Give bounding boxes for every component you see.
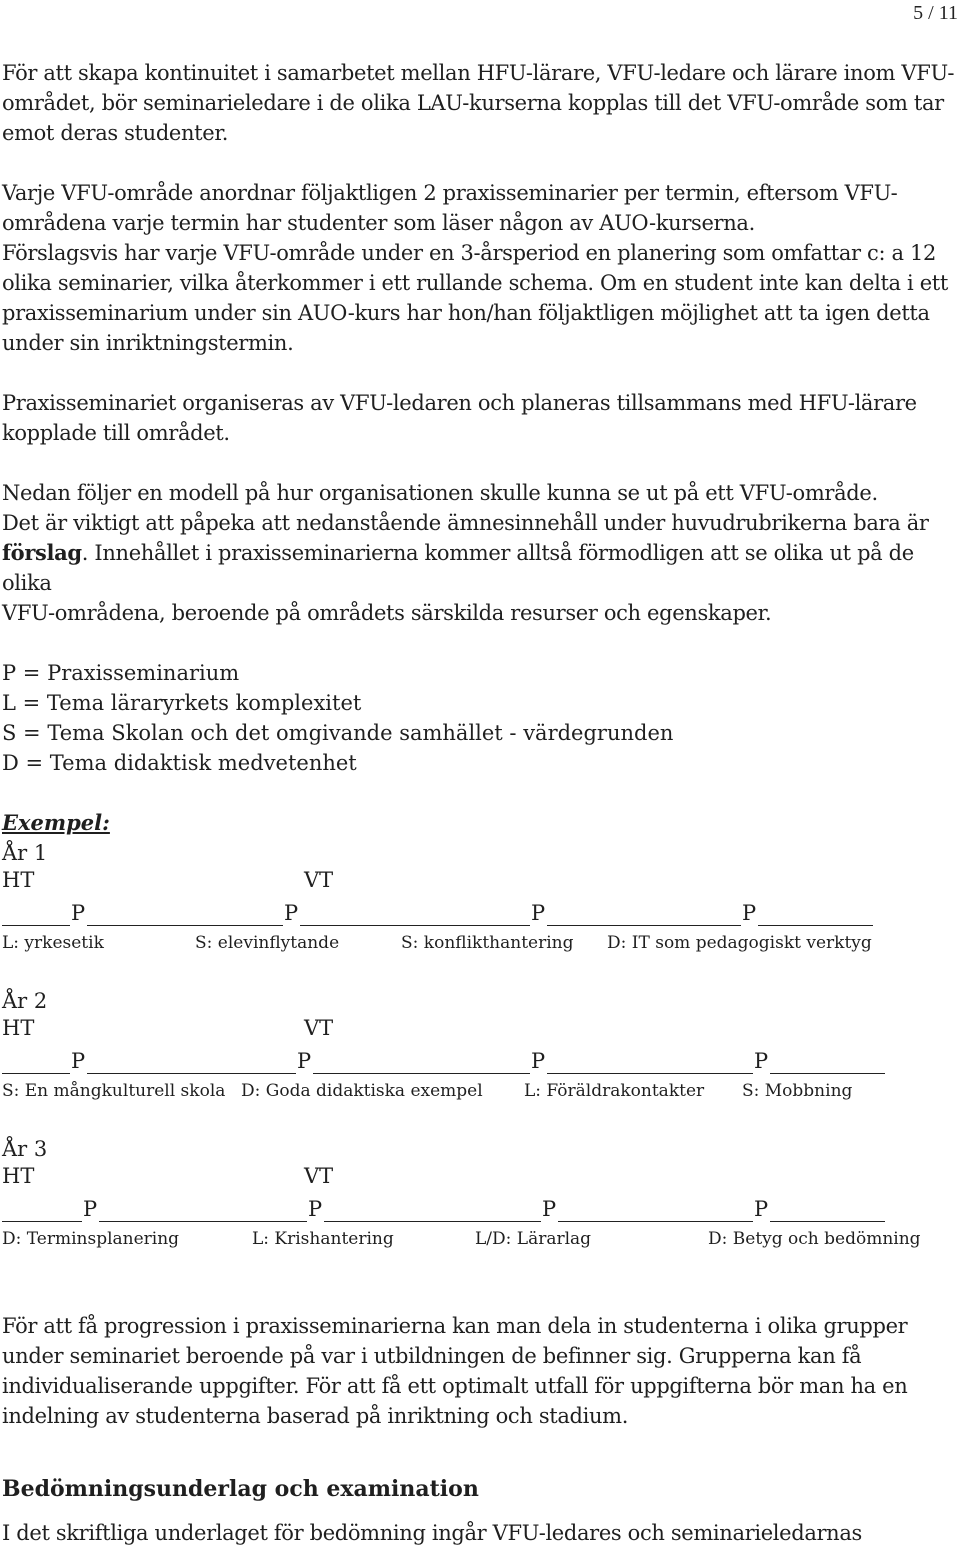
topic-label: S: En mångkulturell skola xyxy=(2,1081,226,1101)
text-line: individualiserande uppgifter. För att få ett optimalt utfall för uppgifterna bör man ha en xyxy=(2,1374,908,1398)
term-ht: HT xyxy=(2,868,35,892)
timeline-segment xyxy=(313,1073,530,1074)
seminar-marker: P xyxy=(71,1049,86,1073)
text-line: Nedan följer en modell på hur organisationen skulle kunna se ut på ett VFU-område. xyxy=(2,481,878,505)
timeline-segment xyxy=(324,1221,541,1222)
legend-item: S = Tema Skolan och det omgivande samhället - värdegrunden xyxy=(2,721,674,745)
text-line: kopplade till området. xyxy=(2,421,230,445)
timeline-segment xyxy=(2,1073,70,1074)
timeline-segment xyxy=(300,925,530,926)
legend xyxy=(2,658,957,778)
seminar-timeline xyxy=(2,1046,957,1076)
text-line: under seminariet beroende på var i utbildningen de befinner sig. Grupperna kan få xyxy=(2,1344,862,1368)
year-block xyxy=(2,1134,957,1254)
timeline-segment xyxy=(758,925,873,926)
text-line: olika seminarier, vilka återkommer i ett rullande schema. Om en student inte kan delta i ett xyxy=(2,271,948,295)
timeline-segment xyxy=(547,1073,753,1074)
example-heading: Exempel: xyxy=(2,810,110,835)
seminar-marker: P xyxy=(531,901,546,925)
document-body xyxy=(2,58,957,1548)
year-title: År 1 xyxy=(2,841,48,865)
timeline-segment xyxy=(87,925,283,926)
seminar-marker: P xyxy=(297,1049,312,1073)
legend-item: P = Praxisseminarium xyxy=(2,661,240,685)
topic-label: S: elevinflytande xyxy=(195,933,340,953)
year-block xyxy=(2,838,957,958)
topic-label: D: Betyg och bedömning xyxy=(708,1229,921,1249)
seminar-topics xyxy=(2,928,957,958)
timeline-segment xyxy=(547,925,741,926)
emphasis-forslag: förslag xyxy=(2,540,82,565)
paragraph-progression xyxy=(2,1311,957,1431)
seminar-marker: P xyxy=(742,901,757,925)
timeline-segment xyxy=(99,1221,307,1222)
paragraph-model xyxy=(2,478,957,628)
page-number: 5 / 11 xyxy=(913,2,958,24)
term-ht: HT xyxy=(2,1164,35,1188)
seminar-topics xyxy=(2,1076,957,1106)
legend-item: D = Tema didaktisk medvetenhet xyxy=(2,751,357,775)
topic-label: S: Mobbning xyxy=(742,1081,853,1101)
timeline-segment xyxy=(2,1221,82,1222)
topic-label: D: Goda didaktiska exempel xyxy=(241,1081,483,1101)
text-line: För att få progression i praxisseminarierna kan man dela in studenterna i olika grupper xyxy=(2,1314,908,1338)
legend-item: L = Tema läraryrkets komplexitet xyxy=(2,691,362,715)
topic-label: L: Krishantering xyxy=(252,1229,394,1249)
seminar-marker: P xyxy=(83,1197,98,1221)
seminar-marker: P xyxy=(754,1049,769,1073)
year-block xyxy=(2,986,957,1106)
seminar-topics xyxy=(2,1224,957,1254)
text-line: VFU-områdena, beroende på områdets särskilda resurser och egenskaper. xyxy=(2,601,772,625)
topic-label: L: yrkesetik xyxy=(2,933,104,953)
text-line xyxy=(2,538,957,598)
year-title: År 3 xyxy=(2,1137,48,1161)
term-header xyxy=(2,868,957,898)
text-line: under sin inriktningstermin. xyxy=(2,331,294,355)
section-heading: Bedömningsunderlag och examination xyxy=(2,1476,479,1502)
topic-label: S: konflikthantering xyxy=(401,933,574,953)
text-line: I det skriftliga underlaget för bedömning ingår VFU-ledares och seminarieledarnas xyxy=(2,1521,862,1545)
text-line: Varje VFU-område anordnar följaktligen 2 praxisseminarier per termin, eftersom VFU- xyxy=(2,181,898,205)
term-header xyxy=(2,1164,957,1194)
seminar-timeline xyxy=(2,1194,957,1224)
timeline-segment xyxy=(770,1221,885,1222)
paragraph-continuity xyxy=(2,58,957,148)
seminar-timeline xyxy=(2,898,957,928)
paragraph-organisation xyxy=(2,388,957,448)
topic-label: D: Terminsplanering xyxy=(2,1229,180,1249)
text-line: indelning av studenterna baserad på inriktning och stadium. xyxy=(2,1404,629,1428)
text-span: . Innehållet i praxisseminarierna kommer alltså förmodligen att se olika ut på de olika xyxy=(2,541,914,595)
timeline-segment xyxy=(558,1221,753,1222)
term-header xyxy=(2,1016,957,1046)
term-ht: HT xyxy=(2,1016,35,1040)
text-line: praxisseminarium under sin AUO-kurs har hon/han följaktligen möjlighet att ta igen detta xyxy=(2,301,930,325)
topic-label: L/D: Lärarlag xyxy=(475,1229,592,1249)
paragraph-seminars xyxy=(2,178,957,358)
text-line: områdena varje termin har studenter som läser någon av AUO-kurserna. xyxy=(2,211,755,235)
topic-label: D: IT som pedagogiskt verktyg xyxy=(607,933,872,953)
year-title: År 2 xyxy=(2,989,48,1013)
seminar-marker: P xyxy=(308,1197,323,1221)
timeline-segment xyxy=(87,1073,296,1074)
term-vt: VT xyxy=(304,868,334,892)
topic-label: L: Föräldrakontakter xyxy=(524,1081,705,1101)
seminar-marker: P xyxy=(531,1049,546,1073)
text-line: Praxisseminariet organiseras av VFU-ledaren och planeras tillsammans med HFU-lärare xyxy=(2,391,917,415)
seminar-marker: P xyxy=(754,1197,769,1221)
text-line: Förslagsvis har varje VFU-område under en 3-årsperiod en planering som omfattar c: a 12 xyxy=(2,241,937,265)
text-line: För att skapa kontinuitet i samarbetet mellan HFU-lärare, VFU-ledare och lärare inom VFU- xyxy=(2,61,955,85)
text-line: området, bör seminarieledare i de olika LAU-kurserna kopplas till det VFU-område som tar xyxy=(2,91,944,115)
term-vt: VT xyxy=(304,1016,334,1040)
seminar-marker: P xyxy=(284,901,299,925)
timeline-segment xyxy=(770,1073,885,1074)
timeline-segment xyxy=(2,925,70,926)
text-line: Det är viktigt att påpeka att nedanstående ämnesinnehåll under huvudrubrikerna bara är xyxy=(2,511,929,535)
text-line: emot deras studenter. xyxy=(2,121,229,145)
seminar-marker: P xyxy=(542,1197,557,1221)
seminar-marker: P xyxy=(71,901,86,925)
term-vt: VT xyxy=(304,1164,334,1188)
